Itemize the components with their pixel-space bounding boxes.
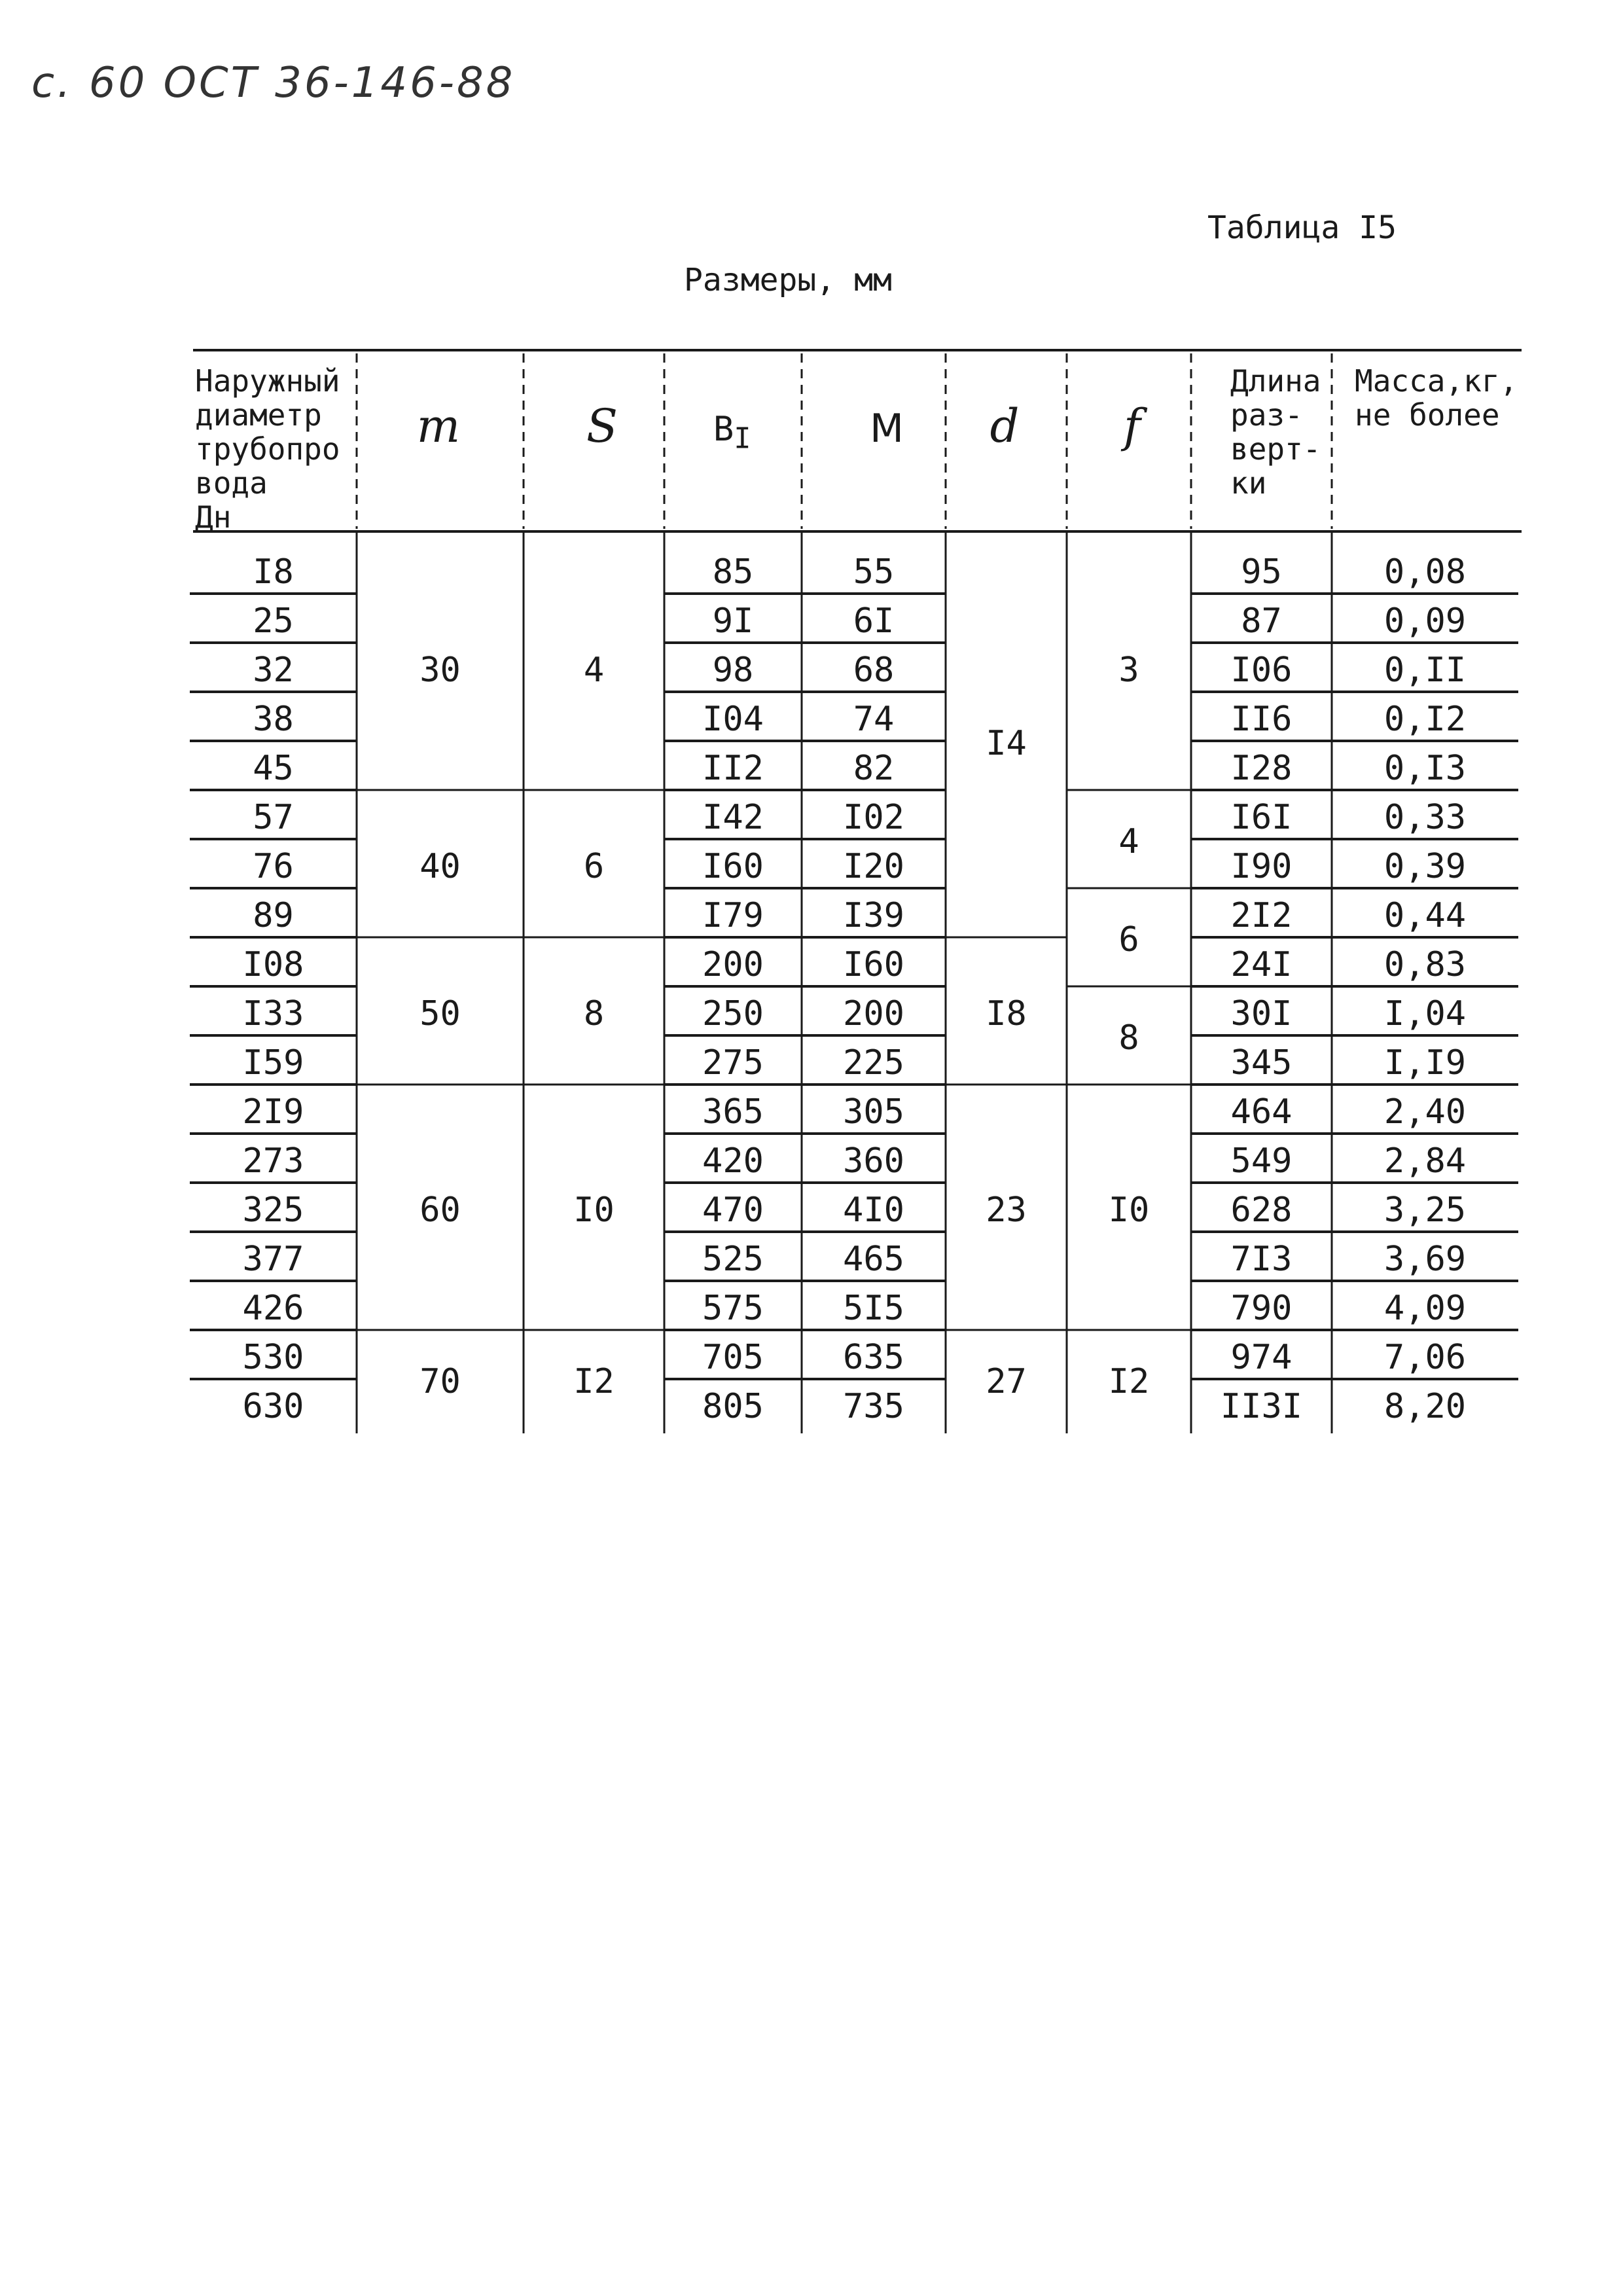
cell-M: I60 (843, 944, 904, 984)
cell-b1: 705 (702, 1337, 764, 1377)
cell-mass: 0,33 (1383, 797, 1467, 837)
cell-M: I02 (843, 797, 904, 837)
cell-f: 8 (1118, 1018, 1139, 1058)
cell-d: 27 (986, 1362, 1027, 1401)
page-mark: с. 60 ОСТ 36-146-88 (31, 59, 516, 107)
cell-outer-diameter: 377 (242, 1239, 304, 1279)
cell-outer-diameter: 89 (253, 895, 294, 935)
cell-length: 974 (1230, 1337, 1293, 1377)
cell-b1: I79 (702, 895, 764, 935)
cell-outer-diameter: 45 (253, 748, 294, 788)
cell-mass: 0,39 (1383, 846, 1467, 886)
cell-outer-diameter: I59 (242, 1043, 304, 1083)
cell-M: 74 (853, 699, 895, 739)
cell-M: I20 (843, 846, 904, 886)
header-d: d (990, 399, 1020, 453)
cell-length: 24I (1230, 944, 1293, 984)
header-length: Длина раз- верт- ки (1230, 363, 1321, 501)
cell-b1: I42 (702, 797, 764, 837)
cell-f: 4 (1118, 822, 1139, 861)
cell-b1: 85 (712, 552, 754, 592)
cell-M: 6I (853, 601, 895, 641)
cell-d: I4 (986, 724, 1027, 763)
cell-f: 6 (1118, 920, 1139, 960)
cell-m: 30 (419, 650, 461, 690)
cell-mass: 0,08 (1383, 552, 1467, 592)
cell-outer-diameter: I08 (242, 944, 304, 984)
cell-length: I06 (1230, 650, 1293, 690)
cell-s: I2 (573, 1362, 615, 1401)
cell-b1: 200 (702, 944, 764, 984)
cell-mass: 0,I2 (1383, 699, 1467, 739)
cell-length: I6I (1230, 797, 1293, 837)
cell-M: 305 (843, 1092, 904, 1132)
cell-length: 345 (1230, 1043, 1293, 1083)
cell-M: 55 (853, 552, 895, 592)
cell-M: 360 (843, 1141, 904, 1181)
cell-length: 628 (1230, 1190, 1293, 1230)
header-f: f (1124, 399, 1141, 453)
cell-length: II6 (1230, 699, 1293, 739)
cell-f: I2 (1108, 1362, 1150, 1401)
cell-M: I39 (843, 895, 904, 935)
cell-mass: 2,40 (1383, 1092, 1467, 1132)
cell-b1: 420 (702, 1141, 764, 1181)
cell-M: 5I5 (843, 1288, 904, 1328)
cell-length: 464 (1230, 1092, 1293, 1132)
cell-s: 4 (583, 650, 605, 690)
cell-b1: II2 (702, 748, 764, 788)
cell-mass: 4,09 (1383, 1288, 1467, 1328)
cell-b1: 98 (712, 650, 754, 690)
cell-M: 735 (843, 1386, 904, 1426)
header-outer-diameter: Наружный диаметр трубопро вода Дн (195, 363, 340, 535)
cell-m: 40 (419, 846, 461, 886)
cell-outer-diameter: 325 (242, 1190, 304, 1230)
cell-M: 225 (843, 1043, 904, 1083)
header-s: S (586, 399, 618, 453)
cell-length: 549 (1230, 1141, 1293, 1181)
cell-length: II3I (1220, 1386, 1303, 1426)
cell-mass: 0,09 (1383, 601, 1467, 641)
cell-M: 465 (843, 1239, 904, 1279)
cell-M: 68 (853, 650, 895, 690)
cell-f: 3 (1118, 650, 1139, 690)
cell-mass: 0,II (1383, 650, 1467, 690)
cell-d: I8 (986, 994, 1027, 1033)
cell-mass: 0,83 (1383, 944, 1467, 984)
header-b1-subscript: I (734, 422, 751, 456)
cell-b1: 525 (702, 1239, 764, 1279)
cell-b1: 365 (702, 1092, 764, 1132)
cell-outer-diameter: I33 (242, 994, 304, 1033)
cell-s: 6 (583, 846, 605, 886)
cell-mass: 7,06 (1383, 1337, 1467, 1377)
cell-outer-diameter: 38 (253, 699, 294, 739)
header-m: m (416, 399, 461, 453)
cell-M: 200 (843, 994, 904, 1033)
cell-M: 82 (853, 748, 895, 788)
header-mass: Масса,кг, не более (1355, 363, 1518, 433)
cell-length: 7I3 (1230, 1239, 1293, 1279)
cell-b1: 275 (702, 1043, 764, 1083)
cell-length: 790 (1230, 1288, 1293, 1328)
cell-outer-diameter: 530 (242, 1337, 304, 1377)
cell-b1: 9I (712, 601, 754, 641)
cell-outer-diameter: 426 (242, 1288, 304, 1328)
header-M: M (870, 406, 904, 452)
cell-mass: I,I9 (1383, 1043, 1467, 1083)
cell-length: 87 (1241, 601, 1282, 641)
cell-length: I90 (1230, 846, 1293, 886)
cell-b1: I60 (702, 846, 764, 886)
cell-outer-diameter: I8 (253, 552, 294, 592)
cell-b1: 470 (702, 1190, 764, 1230)
cell-M: 635 (843, 1337, 904, 1377)
cell-length: 30I (1230, 994, 1293, 1033)
cell-mass: 8,20 (1383, 1386, 1467, 1426)
cell-s: 8 (583, 994, 605, 1033)
cell-f: I0 (1108, 1190, 1150, 1230)
cell-b1: I04 (702, 699, 764, 739)
cell-outer-diameter: 273 (242, 1141, 304, 1181)
cell-mass: 0,44 (1383, 895, 1467, 935)
cell-b1: 805 (702, 1386, 764, 1426)
cell-length: 95 (1241, 552, 1282, 592)
cell-length: I28 (1230, 748, 1293, 788)
cell-outer-diameter: 57 (253, 797, 294, 837)
cell-m: 50 (419, 994, 461, 1033)
header-b1 (713, 412, 751, 456)
cell-outer-diameter: 25 (253, 601, 294, 641)
cell-d: 23 (986, 1190, 1027, 1230)
cell-outer-diameter: 32 (253, 650, 294, 690)
cell-outer-diameter: 76 (253, 846, 294, 886)
units-caption: Размеры, мм (684, 262, 892, 298)
cell-mass: 2,84 (1383, 1141, 1467, 1181)
cell-mass: I,04 (1383, 994, 1467, 1033)
cell-mass: 0,I3 (1383, 748, 1467, 788)
cell-outer-diameter: 2I9 (242, 1092, 304, 1132)
cell-b1: 575 (702, 1288, 764, 1328)
cell-outer-diameter: 630 (242, 1386, 304, 1426)
cell-M: 4I0 (843, 1190, 904, 1230)
cell-b1: 250 (702, 994, 764, 1033)
cell-mass: 3,69 (1383, 1239, 1467, 1279)
cell-mass: 3,25 (1383, 1190, 1467, 1230)
header-b1-letter: B (713, 410, 734, 449)
cell-m: 70 (419, 1362, 461, 1401)
cell-s: I0 (573, 1190, 615, 1230)
cell-length: 2I2 (1230, 895, 1293, 935)
table-label: Таблица I5 (1207, 209, 1397, 246)
cell-m: 60 (419, 1190, 461, 1230)
